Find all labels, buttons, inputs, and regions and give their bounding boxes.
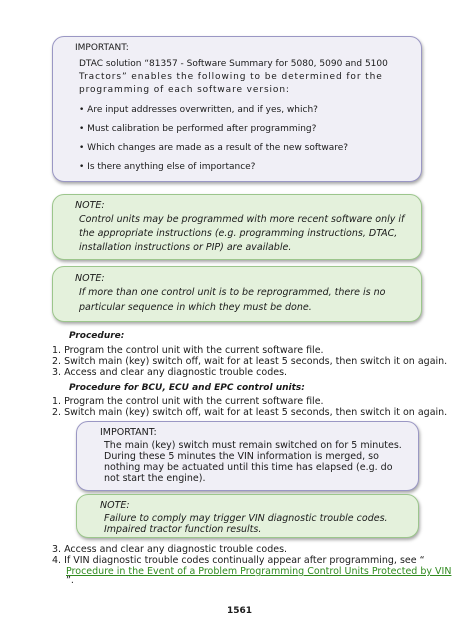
important-title: IMPORTANT:	[100, 427, 157, 438]
note-text-line: If more than one control unit is to be reprogrammed, there is no	[79, 287, 386, 298]
page-number: 1561	[227, 606, 253, 616]
important-text-line: nothing may be actuated until this time has elapsed (e.g. do	[104, 462, 393, 473]
important-text-line: During these 5 minutes the VIN information is merged, so	[104, 451, 379, 462]
important-text-line: Tractors” enables the following to be determined for the	[79, 72, 383, 82]
bullet-item: • Are input addresses overwritten, and if yes, which?	[79, 105, 318, 115]
procedure-step: 4. If VIN diagnostic trouble codes continually appear after programming, see “	[52, 555, 425, 566]
important-text-line: DTAC solution “81357 - Software Summary for 5080, 5090 and 5100	[79, 59, 388, 69]
note-text-line: Impaired tractor function results.	[104, 524, 262, 535]
procedure-step-end: ”.	[66, 575, 74, 586]
bullet-item: • Is there anything else of importance?	[79, 162, 256, 172]
note-title: NOTE:	[100, 500, 130, 511]
procedure-step: 3. Access and clear any diagnostic trouble codes.	[52, 367, 288, 378]
note-text-line: particular sequence in which they must be done.	[79, 302, 312, 313]
bullet-item: • Which changes are made as a result of the new software?	[79, 143, 349, 153]
important-text-line: The main (key) switch must remain switched on for 5 minutes.	[104, 440, 402, 451]
important-text-line: not start the engine).	[104, 473, 206, 484]
note-text-line: the appropriate instructions (e.g. programming instructions, DTAC,	[79, 228, 398, 239]
important-title: IMPORTANT:	[75, 43, 129, 53]
procedure-step: 1. Program the control unit with the current software file.	[52, 396, 324, 407]
procedure-step: 2. Switch main (key) switch off, wait for at least 5 seconds, then switch it on again.	[52, 356, 448, 367]
important-text-line: programming of each software version:	[79, 85, 290, 95]
procedure-step: 1. Program the control unit with the current software file.	[52, 345, 324, 356]
note-text-line: Failure to comply may trigger VIN diagnostic trouble codes.	[104, 513, 388, 524]
procedure-heading: Procedure:	[69, 331, 125, 341]
procedure-link[interactable]: Procedure in the Event of a Problem Programming Control Units Protected by VIN	[66, 566, 452, 577]
procedure-step: 3. Access and clear any diagnostic trouble codes.	[52, 544, 288, 555]
note-title: NOTE:	[75, 273, 105, 284]
note-text-line: installation instructions or PIP) are available.	[79, 242, 292, 253]
note-text-line: Control units may be programmed with more recent software only if	[79, 214, 405, 225]
bullet-item: • Must calibration be performed after programming?	[79, 124, 317, 134]
procedure-step: 2. Switch main (key) switch off, wait for at least 5 seconds, then switch it on again.	[52, 407, 448, 418]
procedure-heading: Procedure for BCU, ECU and EPC control units:	[69, 383, 305, 393]
note-title: NOTE:	[75, 200, 105, 211]
